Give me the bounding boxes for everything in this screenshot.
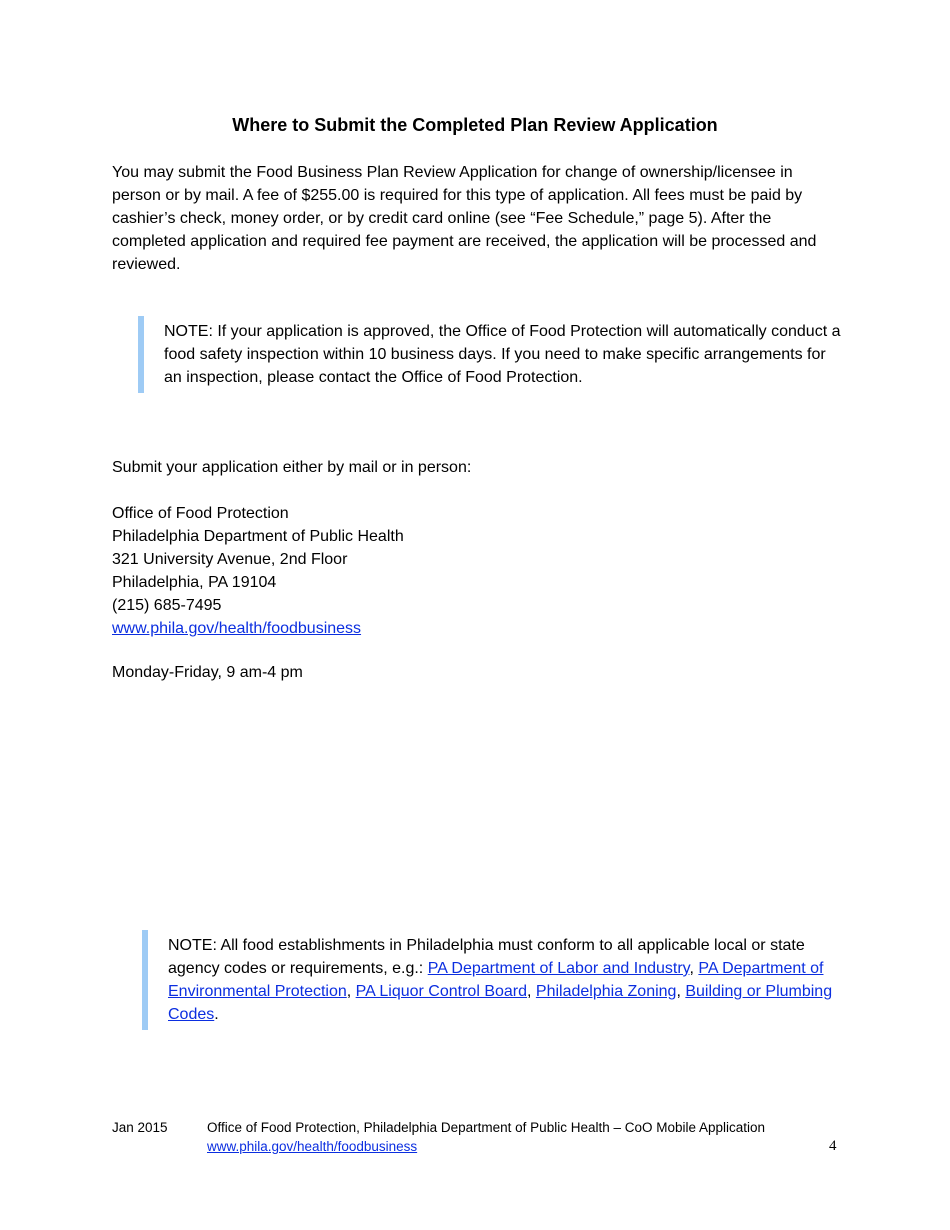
address-street: 321 University Avenue, 2nd Floor (112, 551, 348, 568)
compliance-note-text: NOTE: All food establishments in Philadelphia must conform to all applicable local or state agency codes or requirements, e.g.: (168, 937, 805, 977)
compliance-note (142, 934, 848, 1026)
office-address (112, 502, 404, 640)
separator: . (214, 1006, 219, 1023)
footer-website-link[interactable]: www.phila.gov/health/foodbusiness (207, 1139, 418, 1154)
link-liquor-control-board[interactable]: PA Liquor Control Board (355, 983, 528, 1000)
address-department: Philadelphia Department of Public Health (112, 528, 404, 545)
submit-instructions: Submit your application either by mail or in person: (112, 459, 472, 476)
link-philadelphia-zoning[interactable]: Philadelphia Zoning (535, 983, 677, 1000)
page-title: Where to Submit the Completed Plan Review Application (232, 115, 718, 135)
address-city: Philadelphia, PA 19104 (112, 574, 277, 591)
office-hours: Monday-Friday, 9 am-4 pm (112, 664, 303, 681)
separator: , (689, 960, 699, 977)
separator: , (676, 983, 686, 1000)
website-link[interactable]: www.phila.gov/health/foodbusiness (112, 620, 362, 637)
intro-paragraph: You may submit the Food Business Plan Review Application for change of ownership/licensee in person or by mail. A fee of $255.00 is required for this type of application. All fees must be paid by cashier’s check, money order, or by credit card online (see “Fee Schedule,” page 5). After the completed application and required fee payment are received, the application will be processed and reviewed. (112, 164, 817, 273)
footer-organization: Office of Food Protection, Philadelphia Department of Public Health – CoO Mobile Application (207, 1120, 766, 1135)
address-office: Office of Food Protection (112, 505, 289, 522)
separator: , (346, 983, 356, 1000)
footer-date: Jan 2015 (112, 1120, 168, 1135)
link-labor-industry[interactable]: PA Department of Labor and Industry (427, 960, 690, 977)
link-building-plumbing-codes[interactable]: Building or Plumbing Codes (168, 983, 833, 1023)
page-number: 4 (829, 1138, 837, 1154)
link-environmental-protection[interactable]: PA Department of Environmental Protection (168, 960, 824, 1000)
inspection-note: NOTE: If your application is approved, the Office of Food Protection will automatically conduct a food safety inspection within 10 business days. If you need to make specific arrangements for an inspection, please contact the Office of Food Protection. (138, 320, 844, 389)
footer-info (207, 1118, 765, 1156)
address-phone: (215) 685-7495 (112, 597, 222, 614)
separator: , (527, 983, 536, 1000)
